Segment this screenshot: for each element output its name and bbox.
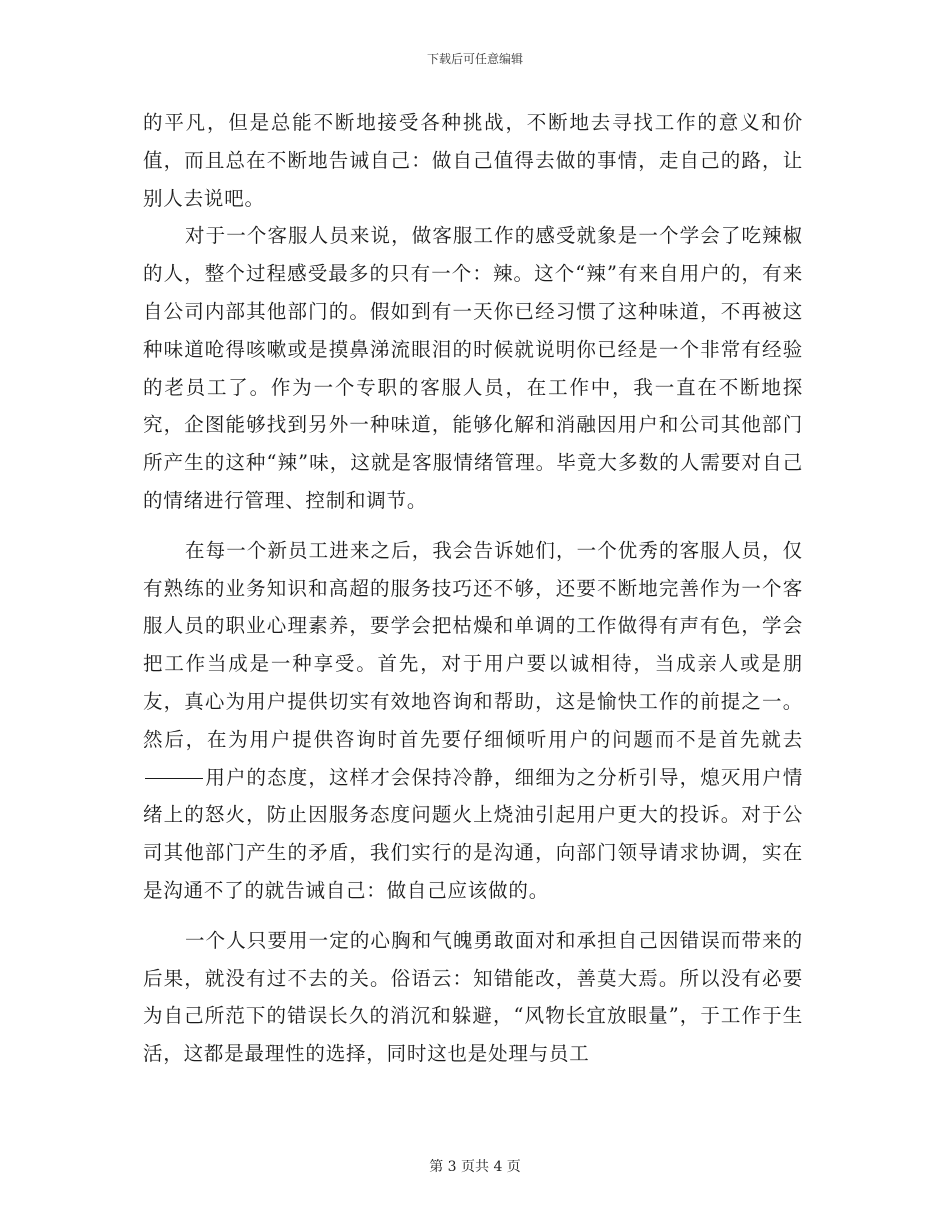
paragraph-3-text-after-blank: 用户的态度，这样才会保持冷静，细细为之分析引导，熄灭用户情绪上的怒火，防止因服务态度问题火上烧油引起用户更大的投诉。对于公司其他部门产生的矛盾，我们实行的是沟通，向部门领导请求协调，实在是沟通不了的就告诫自己：做自己应该做的。 bbox=[143, 765, 803, 902]
paragraph-4: 一个人只要用一定的心胸和气魄勇敢面对和承担自己因错误而带来的后果，就没有过不去的关。俗语云：知错能改，善莫大焉。所以没有必要为自己所范下的错误长久的消沉和躲避，“风物长宜放眼量”，于工作于生活，这都是最理性的选择，同时这也是处理与员工 bbox=[143, 928, 803, 1066]
fill-in-blank bbox=[145, 777, 203, 779]
paragraph-1: 的平凡，但是总能不断地接受各种挑战，不断地去寻找工作的意义和价值，而且总在不断地告诫自己：做自己值得去做的事情，走自己的路，让别人去说吧。 bbox=[143, 111, 803, 210]
page-footer: 第 3 页共 4 页 bbox=[429, 1159, 521, 1175]
page-header: 下载后可任意编辑 bbox=[426, 52, 523, 66]
paragraph-2: 对于一个客服人员来说，做客服工作的感受就象是一个学会了吃辣椒的人，整个过程感受最多的只有一个：辣。这个“辣”有来自用户的，有来自公司内部其他部门的。假如到有一天你已经习惯了这种味道，不再被这种味道呛得咳嗽或是摸鼻涕流眼泪的时候就说明你已经是一个非常有经验的老员工了。作为一个专职的客服人员，在工作中，我一直在不断地探究，企图能够找到另外一种味道，能够化解和消融因用户和公司其他部门所产生的这种“辣”味，这就是客服情绪管理。毕竟大多数的人需要对自己的情绪进行管理、控制和调节。 bbox=[143, 224, 803, 512]
paragraph-3 bbox=[143, 532, 803, 910]
paragraph-3-text-before-blank: 在每一个新员工进来之后，我会告诉她们，一个优秀的客服人员，仅有熟练的业务知识和高超的服务技巧还不够，还要不断地完善作为一个客服人员的职业心理素养，要学会把枯燥和单调的工作做得有声有色，学会把工作当成是一种享受。首先，对于用户要以诚相待，当成亲人或是朋友，真心为用户提供切实有效地咨询和帮助，这是愉快工作的前提之一。然后，在为用户提供咨询时首先要仔细倾听用户的问题而不是首先就去 bbox=[143, 538, 803, 751]
document-body bbox=[143, 104, 803, 1085]
